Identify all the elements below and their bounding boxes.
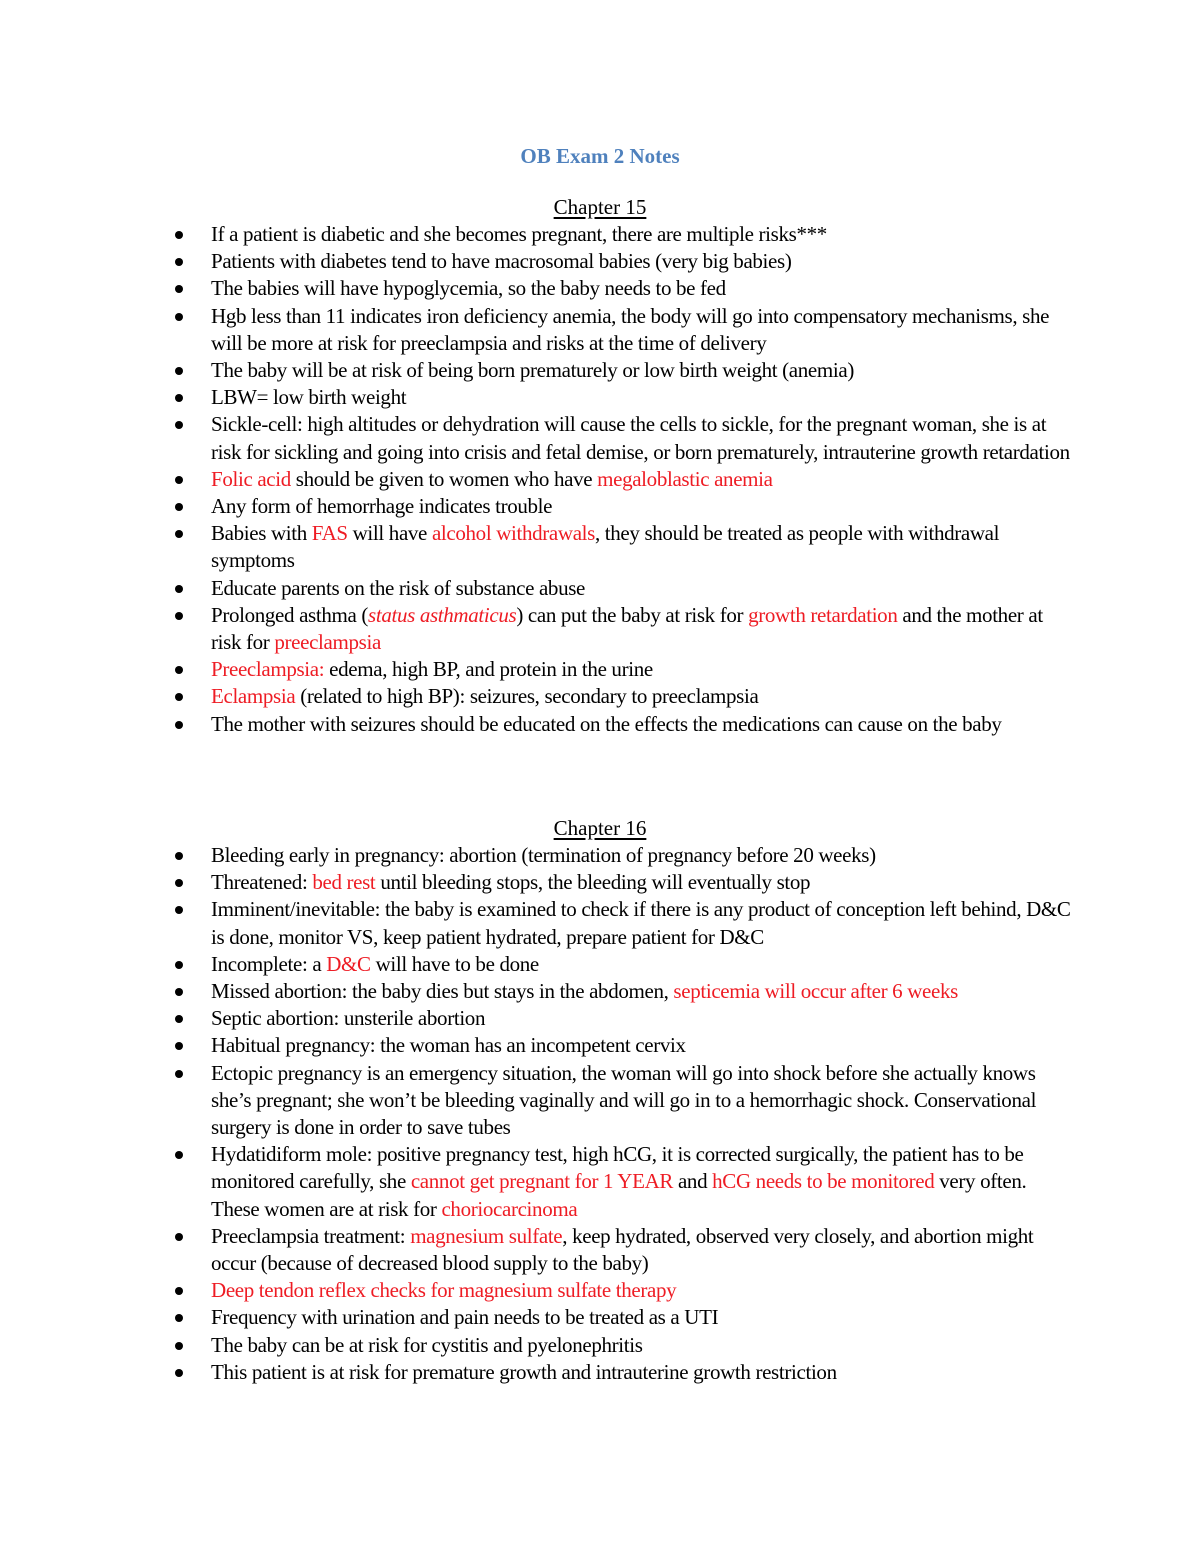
- item-text: Prolonged asthma (: [211, 602, 369, 627]
- item-text: Ectopic pregnancy is an emergency situation, the woman will go into shock before she actually knows she’s pregnant; she won’t be bleeding vaginally and will go in to a hemorrhagic shock. Conservational surgery is done in order to save tubes: [211, 1060, 1037, 1140]
- highlighted-text: status asthmaticus: [368, 602, 517, 627]
- highlighted-text: hCG needs to be monitored: [712, 1169, 935, 1194]
- item-text: should be given to women who have: [290, 466, 598, 491]
- item-text: Missed abortion: the baby dies but stays in the abdomen,: [211, 979, 674, 1004]
- list-item: [0, 1277, 1071, 1304]
- bullet-icon: [175, 421, 183, 429]
- highlighted-text: choriocarcinoma: [441, 1196, 578, 1221]
- item-text: The mother with seizures should be educated on the effects the medications can cause on the baby: [211, 711, 1002, 736]
- item-text: LBW= low birth weight: [211, 385, 407, 410]
- item-text: Patients with diabetes tend to have macrosomal babies (very big babies): [211, 249, 792, 274]
- item-text: Preeclampsia treatment:: [211, 1223, 411, 1248]
- highlighted-text: Folic acid: [211, 466, 291, 491]
- bullet-icon: [175, 231, 183, 239]
- bullet-icon: [175, 1070, 183, 1078]
- item-text: , keep hydrated, observed very closely, and abortion might occur (because of decreased blood supply to the baby): [211, 1223, 1034, 1276]
- chapter-heading: Chapter 15: [553, 195, 647, 219]
- list-item: [0, 575, 1071, 602]
- list-item: [0, 896, 1071, 950]
- item-text: If a patient is diabetic and she becomes pregnant, there are multiple risks***: [211, 222, 827, 246]
- item-text: Septic abortion: unsterile abortion: [211, 1006, 486, 1031]
- item-text: and: [673, 1169, 713, 1194]
- bullet-icon: [175, 1314, 183, 1322]
- item-text: The babies will have hypoglycemia, so the baby needs to be fed: [211, 276, 726, 301]
- list-item: [0, 1332, 1071, 1359]
- bullet-icon: [175, 612, 183, 620]
- highlighted-text: bed rest: [312, 870, 376, 895]
- bullet-icon: [175, 666, 183, 674]
- item-text: will have: [347, 521, 432, 546]
- bullet-icon: [175, 961, 183, 969]
- item-text: Sickle-cell: high altitudes or dehydration will cause the cells to sickle, for the pregnant woman, she is at risk for sickling and going into crisis and fetal demise, or born prematurely, intrauterine growth retardation: [211, 412, 1070, 464]
- bullet-icon: [175, 313, 183, 321]
- chapter-15-section: [0, 194, 1200, 738]
- bullet-icon: [175, 476, 183, 484]
- item-text: This patient is at risk for premature growth and intrauterine growth restriction: [211, 1359, 837, 1384]
- highlighted-text: growth retardation: [748, 602, 898, 627]
- list-item: [0, 384, 1071, 411]
- bullet-icon: [175, 530, 183, 538]
- list-item: [0, 411, 1071, 465]
- highlighted-text: Deep tendon reflex checks for magnesium sulfate therapy: [211, 1278, 677, 1303]
- list-item: [0, 1304, 1071, 1331]
- item-text: Threatened:: [211, 870, 313, 895]
- item-text: Babies with: [211, 521, 312, 546]
- list-item: [0, 275, 1071, 302]
- bullet-icon: [175, 367, 183, 375]
- item-text: Hydatidiform mole: positive pregnancy test, high hCG, it is corrected surgically, the patient has to be monitored carefully, she: [211, 1142, 1024, 1194]
- bullet-icon: [175, 1369, 183, 1377]
- highlighted-text: septicemia will occur after 6 weeks: [673, 979, 958, 1004]
- item-text: Frequency with urination and pain needs to be treated as a UTI: [211, 1305, 719, 1330]
- list-item: [0, 602, 1071, 656]
- list-item: [0, 1032, 1071, 1059]
- item-text: Incomplete: a: [211, 951, 327, 976]
- list-item: [0, 951, 1071, 978]
- item-text: Any form of hemorrhage indicates trouble: [211, 494, 553, 519]
- bullet-icon: [175, 394, 183, 402]
- bullet-icon: [175, 879, 183, 887]
- list-item: [0, 248, 1071, 275]
- item-text: , they should be treated as people with withdrawal symptoms: [211, 521, 1000, 573]
- bullet-icon: [175, 258, 183, 266]
- bullet-icon: [175, 906, 183, 914]
- bullet-icon: [175, 721, 183, 729]
- item-text: (related to high BP): seizures, secondary to preeclampsia: [295, 684, 759, 709]
- list-item: [0, 466, 1071, 493]
- highlighted-text: alcohol withdrawals: [431, 521, 595, 546]
- bullet-icon: [175, 988, 183, 996]
- list-item: [0, 978, 1071, 1005]
- list-item: [0, 357, 1071, 384]
- item-text: The baby will be at risk of being born prematurely or low birth weight (anemia): [211, 358, 854, 383]
- bullet-icon: [175, 1287, 183, 1295]
- list-item: [0, 656, 1071, 683]
- item-text: will have to be done: [370, 951, 539, 976]
- list-item: [0, 711, 1071, 738]
- list-item: [0, 520, 1071, 574]
- highlighted-text: Eclampsia: [211, 684, 296, 709]
- list-item: [0, 303, 1071, 357]
- item-text: Imminent/inevitable: the baby is examined to check if there is any product of conception left behind, D&C is done, monitor VS, keep patient hydrated, prepare patient for D&C: [211, 897, 1071, 949]
- bullet-list: [0, 221, 1200, 738]
- bullet-icon: [175, 285, 183, 293]
- item-text: Habitual pregnancy: the woman has an incompetent cervix: [211, 1033, 686, 1058]
- highlighted-text: D&C: [326, 951, 371, 976]
- list-item: [0, 842, 1071, 869]
- list-item: [0, 1141, 1071, 1223]
- bullet-icon: [175, 503, 183, 511]
- list-item: [0, 1060, 1071, 1142]
- bullet-icon: [175, 1015, 183, 1023]
- bullet-icon: [175, 852, 183, 860]
- highlighted-text: FAS: [311, 521, 348, 546]
- item-text: until bleeding stops, the bleeding will eventually stop: [375, 870, 811, 895]
- bullet-icon: [175, 1233, 183, 1241]
- item-text: The baby can be at risk for cystitis and pyelonephritis: [211, 1332, 643, 1357]
- item-text: ) can put the baby at risk for: [516, 602, 749, 627]
- list-item: [0, 1223, 1071, 1277]
- highlighted-text: preeclampsia: [274, 630, 381, 655]
- chapter-16-section: [0, 815, 1200, 1386]
- item-text: Bleeding early in pregnancy: abortion (termination of pregnancy before 20 weeks): [211, 843, 876, 867]
- highlighted-text: cannot get pregnant for 1 YEAR: [410, 1169, 674, 1194]
- highlighted-text: megaloblastic anemia: [597, 466, 773, 491]
- item-text: Hgb less than 11 indicates iron deficiency anemia, the body will go into compensatory mechanisms, she will be more at risk for preeclampsia and risks at the time of delivery: [211, 303, 1050, 355]
- bullet-icon: [175, 1151, 183, 1159]
- item-text: and the mother at risk for: [211, 602, 1043, 655]
- bullet-list: [0, 842, 1200, 1386]
- list-item: [0, 1359, 1071, 1386]
- document-title: OB Exam 2 Notes: [520, 144, 680, 168]
- bullet-icon: [175, 1042, 183, 1050]
- highlighted-text: Preeclampsia:: [211, 657, 325, 682]
- bullet-icon: [175, 1342, 183, 1350]
- list-item: [0, 869, 1071, 896]
- bullet-icon: [175, 693, 183, 701]
- item-text: very often. These women are at risk for: [211, 1169, 1027, 1221]
- list-item: [0, 1005, 1071, 1032]
- list-item: [0, 493, 1071, 520]
- item-text: edema, high BP, and protein in the urine: [324, 657, 653, 682]
- highlighted-text: magnesium sulfate: [410, 1223, 563, 1248]
- bullet-icon: [175, 585, 183, 593]
- list-item: [0, 683, 1071, 710]
- chapter-heading: Chapter 16: [553, 816, 647, 840]
- list-item: [0, 221, 1071, 248]
- item-text: Educate parents on the risk of substance abuse: [211, 575, 586, 600]
